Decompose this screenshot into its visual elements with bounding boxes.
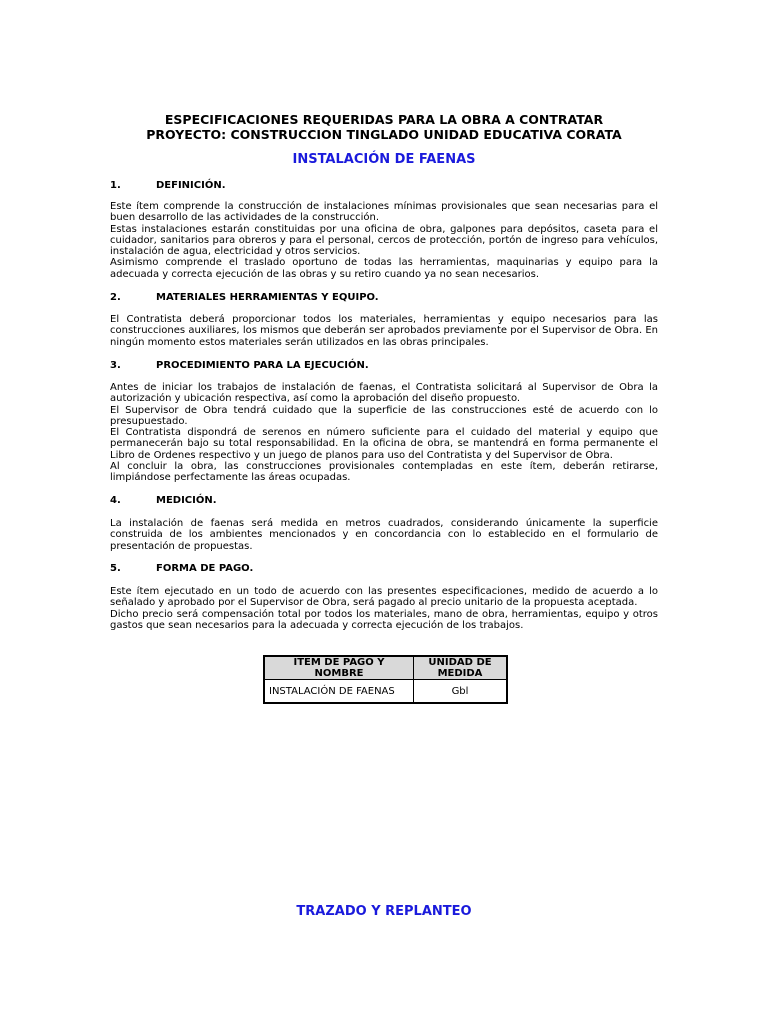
paragraph-line: El Contratista deberá proporcionar todos los materiales, herramientas y equipo necesarios para las construcciones auxiliares, los mismos que deberán ser aprobados previamente por el Supervisor de Obra. En ningún momento estos materiales serán utilizados en las obras principales. <box>110 314 658 348</box>
paragraph-definicion <box>110 201 658 280</box>
paragraph-line: Este ítem comprende la construcción de instalaciones mínimas provisionales que sean necesarias para el buen desarrollo de las actividades de la construcción. <box>110 201 658 224</box>
heading-number: 1. <box>110 180 121 191</box>
heading-text: MEDICIÓN. <box>156 495 217 506</box>
heading-medicion <box>110 495 217 507</box>
heading-number: 5. <box>110 563 121 574</box>
heading-text: MATERIALES HERRAMIENTAS Y EQUIPO. <box>156 292 379 303</box>
paragraph-line: Antes de iniciar los trabajos de instalación de faenas, el Contratista solicitará al Supervisor de Obra la autorización y ubicación respectiva, así como la aprobación del diseño propuesto. <box>110 382 658 405</box>
table-cell-unit: Gbl <box>414 680 508 704</box>
heading-procedimiento <box>110 360 369 372</box>
heading-forma-de-pago <box>110 563 253 575</box>
paragraph-line: El Supervisor de Obra tendrá cuidado que la superficie de las construcciones esté de acuerdo con lo presupuestado. <box>110 404 658 427</box>
paragraph-line: Dicho precio será compensación total por todos los materiales, mano de obra, herramientas, equipo y otros gastos que sean necesarios para la adecuada y correcta ejecución de los trabajos. <box>110 608 658 631</box>
table-header-row <box>264 656 507 680</box>
paragraph-line: Estas instalaciones estarán constituidas por una oficina de obra, galpones para depósitos, caseta para el cuidador, sanitarios para obreros y para el personal, cercos de protección, portón de ingreso para vehículos, instalación de agua, electricidad y otros servicios. <box>110 223 658 258</box>
table-header-unit: UNIDAD DE MEDIDA <box>414 656 508 680</box>
section-title-trazado: TRAZADO Y REPLANTEO <box>296 904 472 919</box>
table-row <box>264 680 507 704</box>
paragraph-line: El Contratista dispondrá de serenos en número suficiente para el cuidado del material y equipo que permanecerán bajo su total responsabilidad. En la oficina de obra, se mantendrá en forma permanente el Libro de Ordenes respectivo y un juego de planos para uso del Contratista y del Supervisor de Obra. <box>110 427 658 461</box>
paragraph-line: Asimismo comprende el traslado oportuno de todas las herramientas, maquinarias y equipo para la adecuada y correcta ejecución de las obras y su retiro cuando ya no sean necesarios. <box>110 257 658 280</box>
heading-materiales <box>110 292 379 304</box>
paragraph-line: Al concluir la obra, las construcciones provisionales contempladas en este ítem, deberán retirarse, limpiándose perfectamente las áreas ocupadas. <box>110 461 658 484</box>
paragraph-materiales <box>110 314 658 348</box>
paragraph-procedimiento <box>110 382 658 484</box>
section-title-instalacion: INSTALACIÓN DE FAENAS <box>292 152 476 167</box>
document-title-line2: PROYECTO: CONSTRUCCION TINGLADO UNIDAD EDUCATIVA CORATA <box>146 127 622 142</box>
payment-table <box>263 655 508 704</box>
paragraph-forma-de-pago <box>110 586 658 631</box>
heading-definicion <box>110 180 226 192</box>
table-header-item: ITEM DE PAGO Y NOMBRE <box>264 656 414 680</box>
document-title-line1: ESPECIFICACIONES REQUERIDAS PARA LA OBRA A CONTRATAR <box>164 112 604 127</box>
heading-text: DEFINICIÓN. <box>156 180 226 191</box>
table-cell-item: INSTALACIÓN DE FAENAS <box>264 680 414 704</box>
paragraph-medicion <box>110 518 658 552</box>
heading-number: 3. <box>110 360 121 371</box>
heading-number: 4. <box>110 495 121 506</box>
heading-number: 2. <box>110 292 121 303</box>
heading-text: PROCEDIMIENTO PARA LA EJECUCIÓN. <box>156 360 369 371</box>
paragraph-line: Este ítem ejecutado en un todo de acuerdo con las presentes especificaciones, medido de acuerdo a lo señalado y aprobado por el Supervisor de Obra, será pagado al precio unitario de la propuesta aceptada. <box>110 586 658 609</box>
paragraph-line: La instalación de faenas será medida en metros cuadrados, considerando únicamente la superficie construida de los ambientes mencionados y en concordancia con lo establecido en el formulario de presentación de propuestas. <box>110 518 658 552</box>
heading-text: FORMA DE PAGO. <box>156 563 254 574</box>
